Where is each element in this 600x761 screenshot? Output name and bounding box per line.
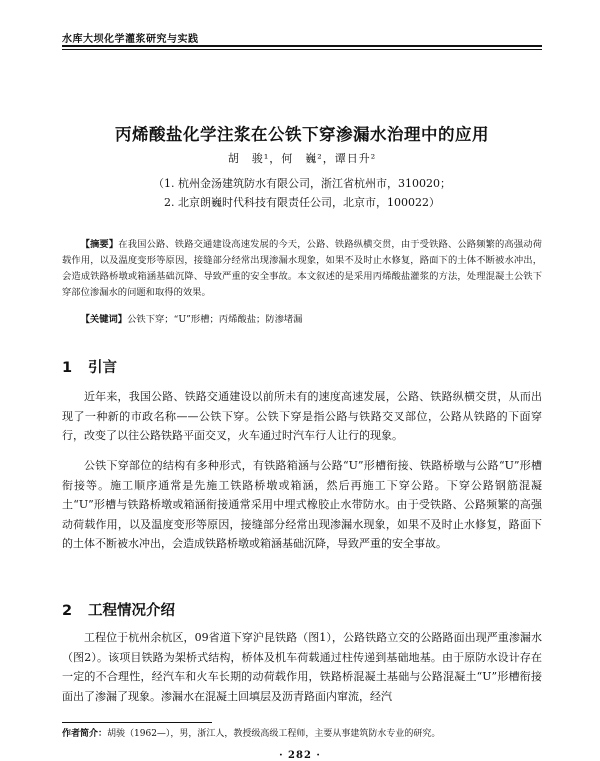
keywords-text: 公铁下穿；“U”形槽；丙烯酸盐；防渗堵漏 [127,314,303,325]
header-rule-thin [62,49,542,50]
footnote-rule [62,722,212,723]
keywords [62,313,542,327]
section-heading-introduction [62,356,117,377]
section-number: 2 [62,603,73,619]
abstract [62,237,542,301]
body-paragraph: 公铁下穿部位的结构有多种形式，有铁路箱涵与公路“U”形槽衔接、铁路桥墩与公路“U”形槽衔接等。施工顺序通常是先施工铁路桥墩或箱涵，然后再施工下穿公路。下穿公路钢筋混凝土“U”形槽与铁路桥墩或箱涵衔接通常采用中埋式橡胶止水带防水。由于受铁路、公路频繁的高强动荷载作用，以及温度变形等原因，接缝部分经常出现渗漏水现象，如果不及时止水修复，路面下的土体不断被水冲出，会造成铁路桥墩或箱涵基础沉降，导致严重的安全事故。 [62,459,542,551]
affiliation-2: 2. 北京朗巍时代科技有限责任公司，北京市，100022） [164,196,440,209]
affiliation-1: （1. 杭州金汤建筑防水有限公司，浙江省杭州市，310020； [153,177,451,190]
header-rule [62,45,542,47]
section-title: 工程情况介绍 [88,603,175,619]
footnote-text: 胡骏（1962—），男，浙江人，教授级高级工程师，主要从事建筑防水专业的研究。 [107,729,441,739]
body-paragraph: 工程位于杭州余杭区，09省道下穿沪昆铁路（图1），公路铁路立交的公路路面出现严重渗漏水（图2）。该项目铁路为架桥式结构，桥体及机车荷载通过柱传递到基础地基。由于原防水设计存在一定的不合理性，经汽车和火车长期的动荷载作用，铁路桥混凝土基础与公路混凝土“U”形槽衔接面出了渗漏了现象。渗漏水在混凝土回填层及沥青路面内窜流，经汽 [62,631,542,703]
author-footnote [62,726,542,739]
paper-title: 丙烯酸盐化学注浆在公铁下穿渗漏水治理中的应用 [115,125,489,144]
section-title: 引言 [88,360,117,376]
keywords-label: 【关键词】 [80,314,128,325]
section-heading-project [62,599,175,620]
section-number: 1 [62,360,73,376]
author-line: 胡 骏¹，何 巍²，谭日升² [227,152,377,165]
abstract-text: 在我国公路、铁路交通建设高速发展的今天，公路、铁路纵横交贯，由于受铁路、公路频繁的高强动荷载作用，以及温度变形等原因，接缝部分经常出现渗漏水现象，如果不及时止水修复，路面下的土体不断被水冲出，会造成铁路桥墩或箱涵基础沉降、导致严重的安全事故。本文叙述的是采用丙烯酸盐灌浆的方法，处理混凝土公铁下穿部位渗漏水的问题和取得的效果。 [62,239,542,298]
body-paragraph: 近年来，我国公路、铁路交通建设以前所未有的速度高速发展，公路、铁路纵横交贯，从而出现了一种新的市政名称——公铁下穿。公铁下穿是指公路与铁路交叉部位，公路从铁路的下面穿行，改变了以往公路铁路平面交叉，火车通过时汽车行人让行的现象。 [62,390,542,443]
abstract-label: 【摘要】 [80,239,119,250]
page-number: · 282 · [279,750,321,761]
footnote-label: 作者简介： [62,729,108,739]
running-header: 水库大坝化学灌浆研究与实践 [62,34,199,45]
